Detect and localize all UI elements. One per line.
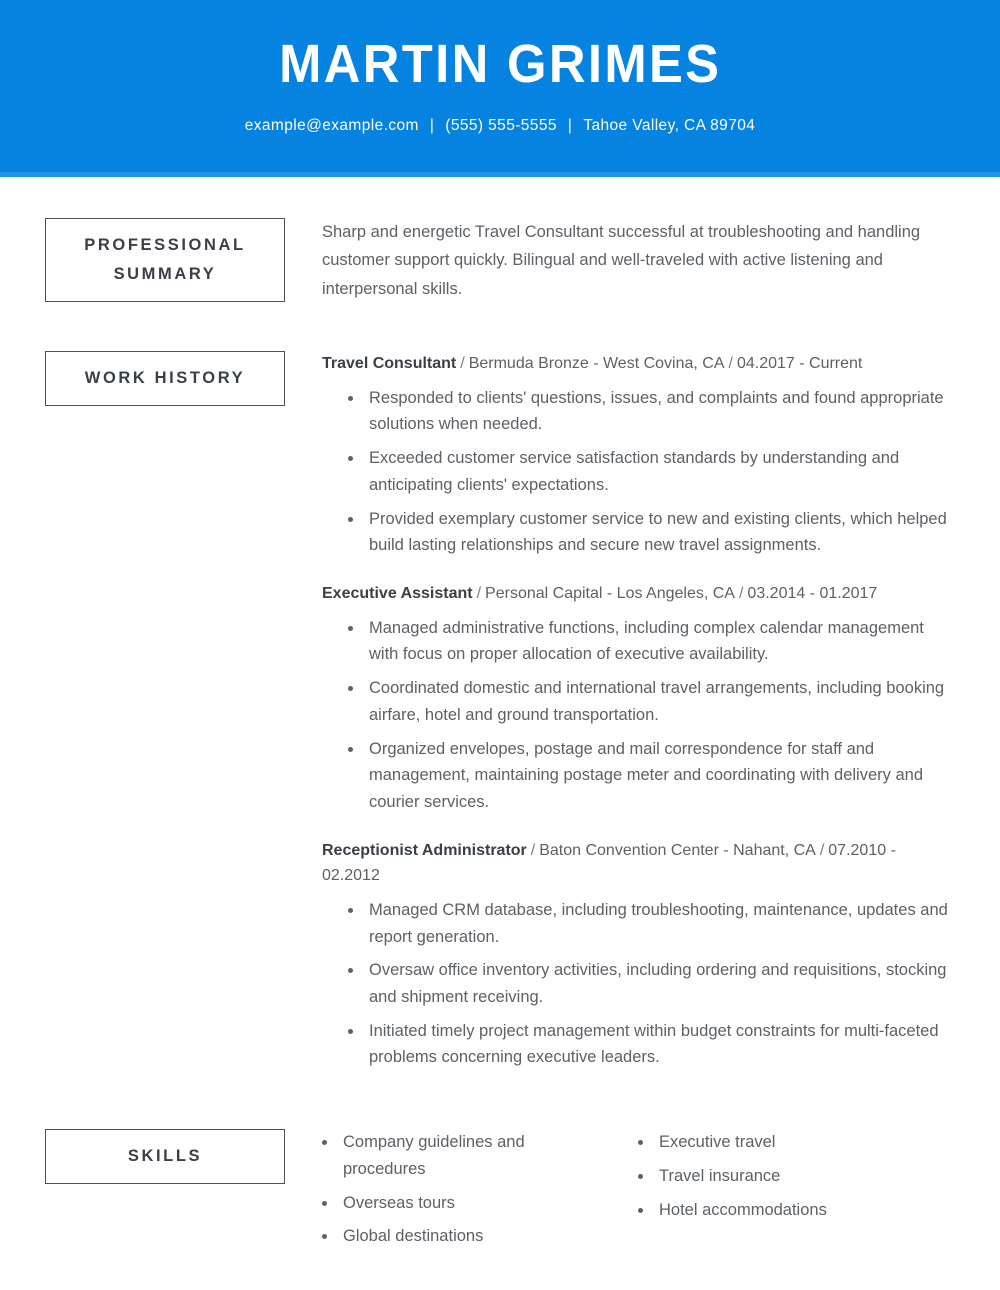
job-company: Baton Convention Center - Nahant, CA xyxy=(539,841,816,859)
job-separator-1: / xyxy=(460,355,465,373)
job-bullet: Oversaw office inventory activities, including ordering and requisitions, stocking and shipment receiving. xyxy=(348,957,955,1010)
job-bullet-list xyxy=(322,615,955,816)
skill-item: Hotel accommodations xyxy=(638,1197,827,1224)
job-company: Bermuda Bronze - West Covina, CA xyxy=(468,355,725,373)
section-heading-work-history xyxy=(45,351,285,406)
skill-item: Global destinations xyxy=(322,1223,583,1250)
job-separator-2: / xyxy=(819,841,825,859)
candidate-name: MARTIN GRIMES xyxy=(278,34,722,94)
section-skills xyxy=(0,1129,1000,1257)
summary-content-column xyxy=(322,218,1000,303)
job-title: Executive Assistant xyxy=(322,585,473,603)
header-content xyxy=(0,0,1000,172)
job-bullet-list xyxy=(322,385,955,559)
section-professional-summary xyxy=(0,218,1000,303)
job-entry xyxy=(322,581,955,816)
job-bullet-list xyxy=(322,897,955,1071)
job-dates: 04.2017 - Current xyxy=(736,355,863,373)
skill-list xyxy=(322,1129,638,1250)
summary-paragraph: Sharp and energetic Travel Consultant successful at troubleshooting and handling customer support quickly. Bilingual and well-traveled with active listening and interpersonal skills. xyxy=(322,223,921,298)
job-bullet: Responded to clients' questions, issues, and complaints and found appropriate solutions when needed. xyxy=(348,385,955,438)
skill-item: Company guidelines and procedures xyxy=(322,1129,583,1182)
summary-heading-line-2: SUMMARY xyxy=(113,264,217,283)
job-separator-1: / xyxy=(476,585,482,603)
summary-heading-line-1: PROFESSIONAL xyxy=(84,236,246,254)
job-entry xyxy=(322,838,955,1072)
skills-heading-text: SKILLS xyxy=(127,1147,203,1166)
section-heading-text xyxy=(84,231,245,289)
job-separator-2: / xyxy=(728,355,733,373)
job-bullet: Organized envelopes, postage and mail correspondence for staff and management, maintaining postage meter and coordinating with delivery and courier services. xyxy=(348,736,955,816)
work-history-content-column xyxy=(322,351,1000,1071)
job-bullet: Initiated timely project management within budget constraints for multi-faceted problems concerning executive leaders. xyxy=(348,1018,955,1071)
job-entry xyxy=(322,351,955,559)
job-bullet: Managed administrative functions, including complex calendar management with focus on proper allocation of executive availability. xyxy=(348,615,955,668)
skill-item: Overseas tours xyxy=(322,1190,583,1217)
skills-column-1 xyxy=(322,1129,638,1257)
work-history-heading-text: WORK HISTORY xyxy=(84,369,246,388)
contact-separator-2: | xyxy=(567,117,573,134)
job-title: Receptionist Administrator xyxy=(322,841,527,859)
resume-body xyxy=(0,177,1000,1257)
contact-separator-1: | xyxy=(429,117,435,134)
job-heading xyxy=(322,581,955,607)
section-heading-professional-summary xyxy=(45,218,285,302)
skills-label-column xyxy=(0,1129,322,1184)
job-bullet: Managed CRM database, including troubleshooting, maintenance, updates and report generation. xyxy=(348,897,955,950)
contact-line xyxy=(245,117,756,135)
job-heading xyxy=(322,351,955,377)
skills-content-column xyxy=(322,1129,1000,1257)
work-history-label-column xyxy=(0,351,322,406)
job-dates: 07.2010 - 02.2012 xyxy=(322,841,896,885)
section-work-history xyxy=(0,351,1000,1071)
summary-label-column xyxy=(0,218,322,302)
job-bullet: Exceeded customer service satisfaction standards by understanding and anticipating clients' expectations. xyxy=(348,445,955,498)
skill-item: Executive travel xyxy=(638,1129,827,1156)
skill-item: Travel insurance xyxy=(638,1163,827,1190)
job-separator-2: / xyxy=(738,585,744,603)
job-company: Personal Capital - Los Angeles, CA xyxy=(485,585,735,603)
section-heading-skills xyxy=(45,1129,285,1184)
contact-location: Tahoe Valley, CA 89704 xyxy=(583,117,756,134)
job-bullet: Provided exemplary customer service to new and existing clients, which helped build lasting relationships and secure new travel assignments. xyxy=(348,506,955,559)
job-bullet: Coordinated domestic and international travel arrangements, including booking airfare, hotel and ground transportation. xyxy=(348,675,955,728)
job-heading xyxy=(322,838,955,889)
job-dates: 03.2014 - 01.2017 xyxy=(747,585,878,603)
contact-email: example@example.com xyxy=(244,117,419,134)
job-title: Travel Consultant xyxy=(322,355,457,373)
skills-column-2 xyxy=(638,1129,827,1257)
job-separator-1: / xyxy=(530,841,536,859)
contact-phone: (555) 555-5555 xyxy=(445,117,557,134)
skill-list xyxy=(638,1129,827,1223)
skills-columns xyxy=(322,1129,955,1257)
